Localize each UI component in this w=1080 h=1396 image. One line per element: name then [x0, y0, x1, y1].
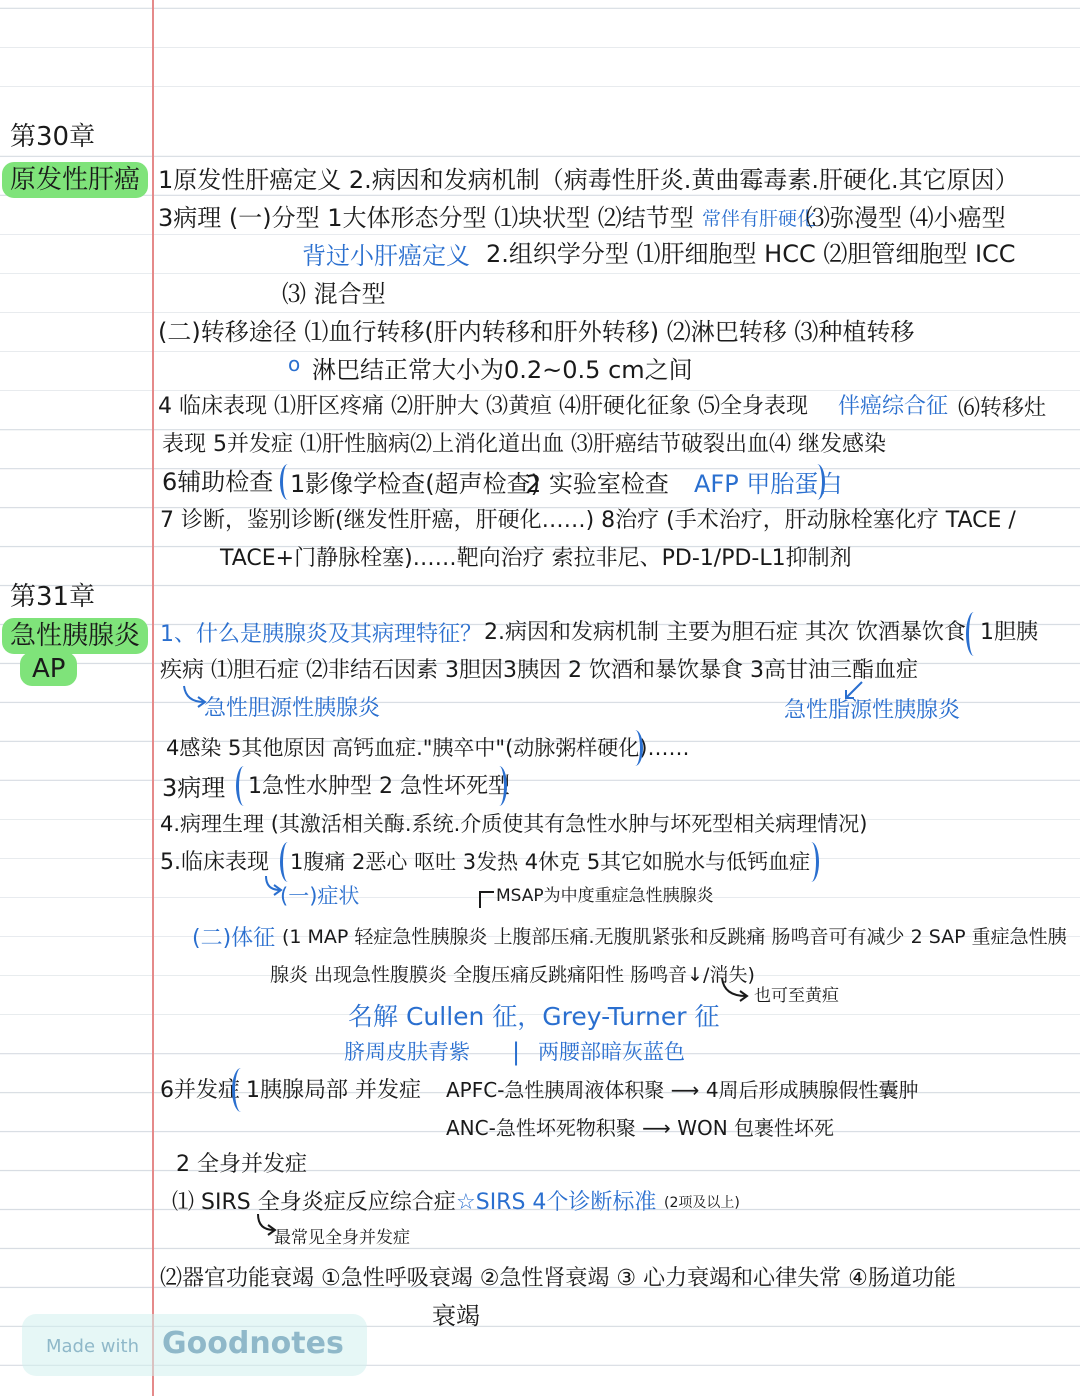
ch30-line-2c: ⑶弥漫型 ⑷小癌型 [806, 204, 1006, 232]
ch31-line-16c: (2项及以上) [664, 1195, 740, 1211]
ch31-line-1c: 1胆胰 [980, 620, 1038, 645]
ch31-line-5a: 3病理 [162, 774, 226, 802]
ch31-line-1a: 1、什么是胰腺炎及其病理特征？ [160, 622, 482, 647]
chapter-31-title: 急性胰腺炎 [2, 618, 148, 654]
ch30-line-7a: 4 临床表现 ⑴肝区疼痛 ⑵肝肿大 ⑶黄疸 ⑷肝硬化征象 ⑸全身表现 [158, 394, 808, 419]
ch30-line-6a: o [288, 352, 301, 376]
ch30-line-7c: ⑹转移灶 [958, 396, 1047, 421]
watermark-made-with: Made with [46, 1336, 139, 1357]
ch31-line-18: ⑵器官功能衰竭 ①急性呼吸衰竭 ②急性肾衰竭 ③ 心力衰竭和心律失常 ④肠道功能 [160, 1266, 956, 1291]
ch31-line-8a: (一)症状 [280, 884, 360, 908]
ch30-line-6b: 淋巴结正常大小为0.2~0.5 cm之间 [312, 356, 693, 384]
ch30-line-9a: 6辅助检查 [162, 468, 274, 496]
ch30-line-10: 7 诊断，鉴别诊断(继发性肝癌，肝硬化……) 8治疗 (手术治疗，肝动脉栓塞化疗 TACE / [160, 508, 1016, 533]
chapter-30-title: 原发性肝癌 [2, 162, 148, 198]
ch31-line-9a: (二)体征 [192, 926, 276, 951]
ch31-line-10: 腺炎 出现急性腹膜炎 全腹压痛反跳痛阳性 肠鸣音↓/消失) [270, 964, 755, 986]
ch30-line-4: ⑶ 混合型 [282, 280, 386, 308]
ch30-line-2a: 3病理 (一)分型 1大体形态分型 ⑴块状型 ⑵结节型 [158, 204, 694, 232]
ch31-line-17: 最常见全身并发症 [274, 1228, 410, 1248]
ch31-line-4: 4感染 5其他原因 高钙血症."胰卒中"(动脉粥样硬化)…… [166, 736, 690, 760]
ch30-line-11: TACE+门静脉栓塞)……靶向治疗 索拉非尼、PD-1/PD-L1抑制剂 [220, 546, 852, 571]
ch30-line-2b: 常伴有肝硬化 [702, 208, 817, 230]
ch31-line-8b: MSAP为中度重症急性胰腺炎 [496, 886, 714, 906]
ch30-line-1: 1原发性肝癌定义 2.病因和发病机制（病毒性肝炎.黄曲霉毒素.肝硬化.其它原因） [158, 166, 1019, 194]
ch31-line-5b: 1急性水肿型 2 急性坏死型 [248, 774, 510, 799]
chapter-31-abbr: AP [20, 652, 77, 686]
ch31-line-7a: 5.临床表现 [160, 850, 269, 875]
ch30-line-8: 表现 5并发症 ⑴肝性脑病⑵上消化道出血 ⑶肝癌结节破裂出血⑷ 继发感染 [162, 432, 886, 457]
ch30-line-9b: 1影像学检查(超声检查) [290, 470, 540, 498]
ch31-line-12a: 脐周皮肤青紫 [344, 1040, 470, 1064]
ch30-line-9d: AFP 甲胎蛋白 [694, 470, 843, 498]
chapter-30-number: 第30章 [10, 122, 96, 152]
ch30-line-5: (二)转移途径 ⑴血行转移(肝内转移和肝外转移) ⑵淋巴转移 ⑶种植转移 [158, 318, 915, 346]
ch31-line-7b: 1腹痛 2恶心 呕吐 3发热 4休克 5其它如脱水与低钙血症 [290, 850, 811, 874]
ch30-line-9c: 2 实验室检查 [526, 470, 669, 498]
ch30-line-3a: 背过小肝癌定义 [302, 242, 470, 270]
ch31-line-13c: APFC-急性胰周液体积聚 ⟶ 4周后形成胰腺假性囊肿 [446, 1078, 919, 1102]
chapter-31-number: 第31章 [10, 582, 96, 612]
ch31-line-12b: | [512, 1038, 521, 1066]
ch31-line-1b: 2.病因和发病机制 主要为胆石症 其次 饮酒暴饮食 [484, 620, 966, 645]
ch31-line-13b: 1胰腺局部 并发症 [246, 1078, 421, 1103]
ch30-line-7b: 伴癌综合征 [838, 394, 949, 419]
ch31-bracket-1 [966, 612, 979, 656]
ch31-line-12c: 两腰部暗灰蓝色 [538, 1040, 685, 1064]
ch31-bracket-7 [232, 1068, 247, 1112]
ch31-line-16b: ☆SIRS 4个诊断标准 [456, 1190, 657, 1215]
ch31-line-15: 2 全身并发症 [176, 1152, 307, 1177]
ch31-line-3b: 急性脂源性胰腺炎 [784, 698, 961, 723]
watermark-brand: Goodnotes [162, 1326, 344, 1361]
ch31-line-2: 疾病 ⑴胆石症 ⑵非结石因素 3胆因3胰因 2 饮酒和暴饮暴食 3高甘油三酯血症 [160, 658, 918, 683]
margin-line [152, 0, 154, 1396]
ch31-line-9b: (1 MAP 轻症急性胰腺炎 上腹部压痛.无腹肌紧张和反跳痛 肠鸣音可有减少 2 SAP 重症急性胰 [282, 926, 1067, 948]
ch31-line-3a: 急性胆源性胰腺炎 [204, 696, 381, 721]
ch31-line-11: 名解 Cullen 征，Grey-Turner 征 [348, 1002, 720, 1031]
ch31-line-16a: ⑴ SIRS 全身炎症反应综合症 [172, 1190, 456, 1215]
arrow-icon [476, 886, 498, 910]
arrow-icon [716, 976, 752, 1004]
ch31-line-14: ANC-急性坏死物积聚 ⟶ WON 包裹性坏死 [446, 1116, 835, 1140]
ch31-line-10b: 也可至黄疸 [754, 986, 839, 1006]
ch31-line-13a: 6并发症 [160, 1078, 240, 1103]
ch30-line-3b: 2.组织学分型 ⑴肝细胞型 HCC ⑵胆管细胞型 ICC [486, 240, 1016, 268]
ch31-line-19: 衰竭 [432, 1302, 480, 1330]
ch31-line-6: 4.病理生理 (其激活相关酶.系统.介质使其有急性水肿与坏死型相关病理情况) [160, 812, 868, 836]
